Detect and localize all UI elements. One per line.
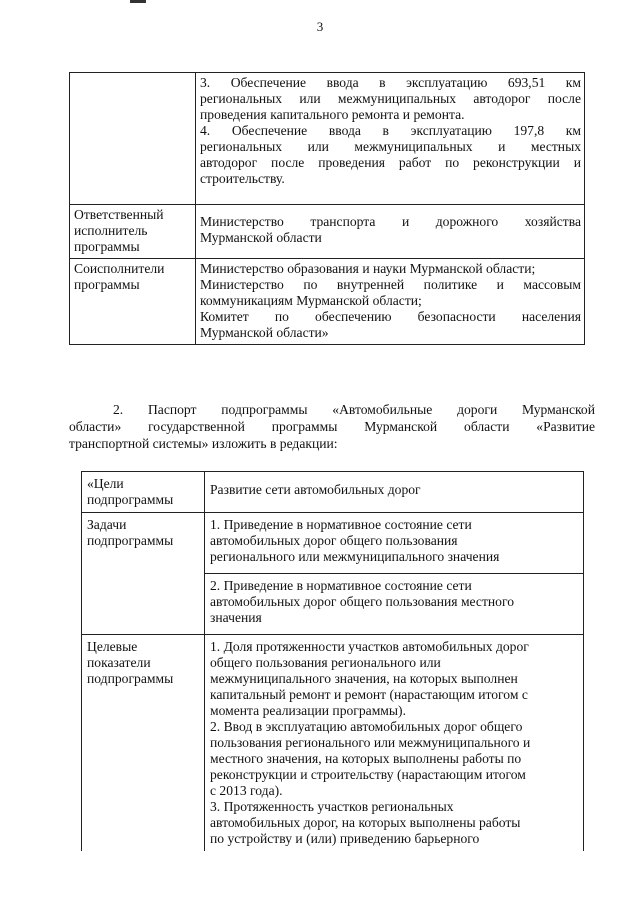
scan-mark [130, 0, 146, 3]
text-line: 1. Приведение в нормативное состояние сети [210, 517, 472, 532]
text-line: межмуниципального значения, на которых выполнен [210, 671, 518, 686]
table-row [70, 205, 585, 259]
heading-line: транспортной системы» изложить в редакции: [69, 436, 338, 451]
text-line: 2. Ввод в эксплуатацию автомобильных дорог общего [210, 719, 523, 734]
label-line: «Цели [87, 476, 124, 491]
label-line: подпрограммы [87, 671, 174, 686]
text-line: Министерство по внутренней политике и массовым [200, 277, 581, 292]
text-line: момента реализации программы). [210, 703, 406, 718]
table-cell-label [82, 513, 205, 635]
label-line: исполнитель [74, 223, 148, 238]
label-line: Ответственный [74, 207, 164, 222]
text-line: местного значения, на которых выполнены работы по [210, 751, 522, 766]
text-line: коммуникациям Мурманской области; [200, 293, 422, 308]
table-row [70, 259, 585, 345]
text-line: реконструкции и строительству (нарастающим итогом [210, 767, 526, 782]
text-line: Комитет по обеспечению безопасности населения [200, 309, 581, 324]
text-line: по устройству и (или) приведению барьерного [210, 831, 480, 846]
label-line: подпрограммы [87, 492, 174, 507]
text-line: общего пользования регионального или [210, 655, 441, 670]
text-line: 3. Обеспечение ввода в эксплуатацию 693,51 км [200, 75, 581, 90]
text-line: автомобильных дорог общего пользования местного [210, 594, 515, 609]
section-heading [69, 401, 595, 452]
label-line: Задачи [87, 517, 127, 532]
text-line: региональных или межмуниципальных и местных [200, 139, 581, 154]
text-line: Мурманской области» [200, 325, 329, 340]
text-line: строительству. [200, 171, 285, 186]
table-row [82, 635, 584, 852]
table-cell-value [205, 574, 584, 635]
table-cell-label [82, 472, 205, 513]
text-line: Мурманской области [200, 230, 322, 245]
text-line: 4. Обеспечение ввода в эксплуатацию 197,8 км [200, 123, 581, 138]
text-line: Министерство транспорта и дорожного хозяйства [200, 214, 581, 229]
page-number: 3 [316, 19, 324, 34]
text-line: с 2013 года). [210, 783, 283, 798]
heading-line: области» государственной программы Мурманской области «Развитие [69, 419, 595, 434]
text-line: значения [210, 610, 262, 625]
table-row [82, 472, 584, 513]
heading-line: 2. Паспорт подпрограммы «Автомобильные дороги Мурманской [113, 402, 595, 417]
table-cell-value [205, 513, 584, 574]
label-line: подпрограммы [87, 533, 174, 548]
program-passport-table [69, 72, 585, 345]
table-cell-label [70, 73, 196, 205]
label-line: программы [74, 239, 140, 254]
table-cell-value [205, 635, 584, 852]
text-line: автомобильных дорог, на которых выполнены работы [210, 815, 521, 830]
text-line: пользования регионального или межмуниципального и [210, 735, 531, 750]
spacer [200, 187, 581, 201]
table-cell-value [196, 73, 585, 205]
text-line: Министерство образования и науки Мурманской области; [200, 261, 536, 276]
text-line: капитальный ремонт и ремонт (нарастающим итогом с [210, 687, 528, 702]
table-cell-label [70, 205, 196, 259]
text-line: Развитие сети автомобильных дорог [210, 482, 421, 497]
label-line: Соисполнители [74, 261, 165, 276]
table-row [82, 513, 584, 574]
table-cell-value [205, 472, 584, 513]
subprogram-passport-table [81, 471, 584, 851]
label-line: программы [74, 277, 140, 292]
text-line: проведения капитального ремонта и ремонта. [200, 107, 465, 122]
text-line: автомобильных дорог общего пользования [210, 533, 458, 548]
text-line: 2. Приведение в нормативное состояние сети [210, 578, 472, 593]
label-line: Целевые [87, 639, 138, 654]
label-line: показатели [87, 655, 151, 670]
text-line: регионального или межмуниципального значения [210, 549, 500, 564]
text-line: региональных или межмуниципальных автодорог после [200, 91, 581, 106]
table-cell-value [196, 259, 585, 345]
table-cell-label [70, 259, 196, 345]
table-cell-value [196, 205, 585, 259]
table-row [70, 73, 585, 205]
text-line: 1. Доля протяженности участков автомобильных дорог [210, 639, 529, 654]
table-cell-label [82, 635, 205, 852]
text-line: автодорог после проведения работ по реконструкции и [200, 155, 581, 170]
text-line: 3. Протяженность участков региональных [210, 799, 454, 814]
